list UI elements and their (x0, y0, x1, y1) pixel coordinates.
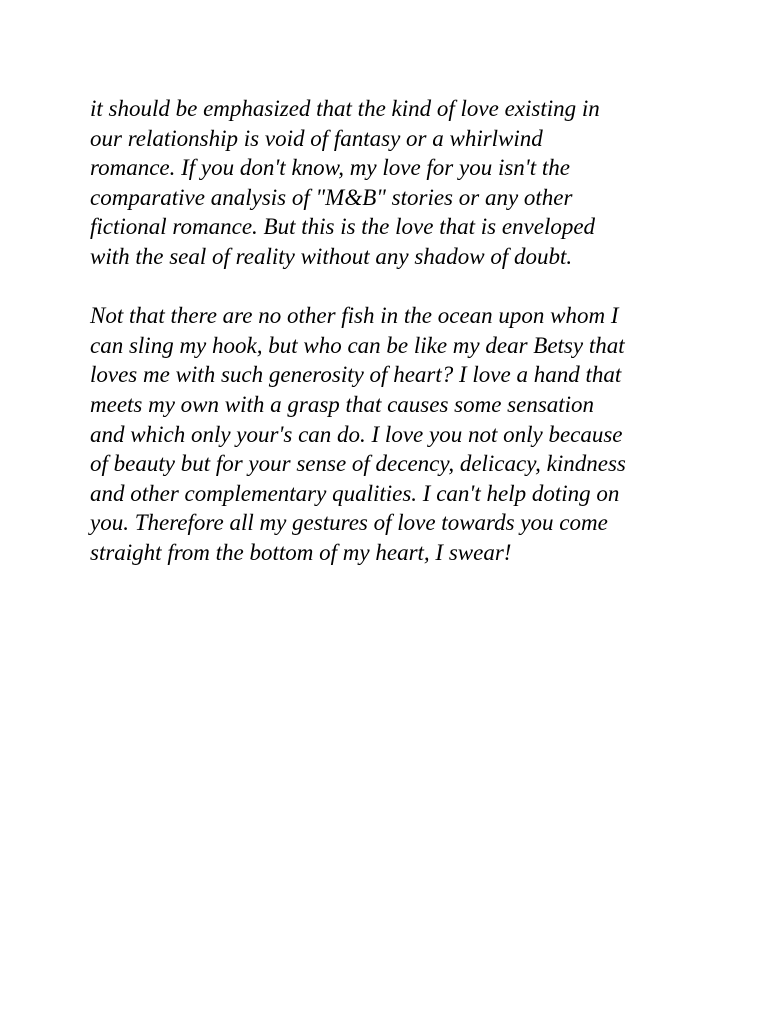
text-line: straight from the bottom of my heart, I swear! (90, 539, 512, 565)
text-line: Not that there are no other fish in the ocean upon whom I (90, 303, 619, 329)
text-line: romance. If you don't know, my love for you isn't the (90, 155, 570, 181)
letter-body (90, 94, 690, 568)
text-line: comparative analysis of "M&B" stories or any other (90, 184, 573, 210)
text-line: our relationship is void of fantasy or a whirlwind (90, 125, 543, 151)
text-line: you. Therefore all my gestures of love towards you come (90, 510, 608, 536)
paragraph-spacer (90, 272, 690, 302)
text-line: with the seal of reality without any shadow of doubt. (90, 243, 573, 269)
text-line: and other complementary qualities. I can't help doting on (90, 480, 620, 506)
text-line: of beauty but for your sense of decency, delicacy, kindness (90, 451, 626, 477)
text-line: it should be emphasized that the kind of love existing in (90, 96, 600, 121)
paragraph-2 (90, 301, 690, 567)
text-line: and which only your's can do. I love you not only because (90, 421, 623, 447)
paragraph-1 (90, 94, 690, 272)
text-line: fictional romance. But this is the love that is enveloped (90, 214, 596, 240)
text-line: loves me with such generosity of heart? I love a hand that (90, 362, 622, 388)
text-line: can sling my hook, but who can be like my dear Betsy that (90, 332, 625, 358)
text-line: meets my own with a grasp that causes some sensation (90, 391, 595, 417)
